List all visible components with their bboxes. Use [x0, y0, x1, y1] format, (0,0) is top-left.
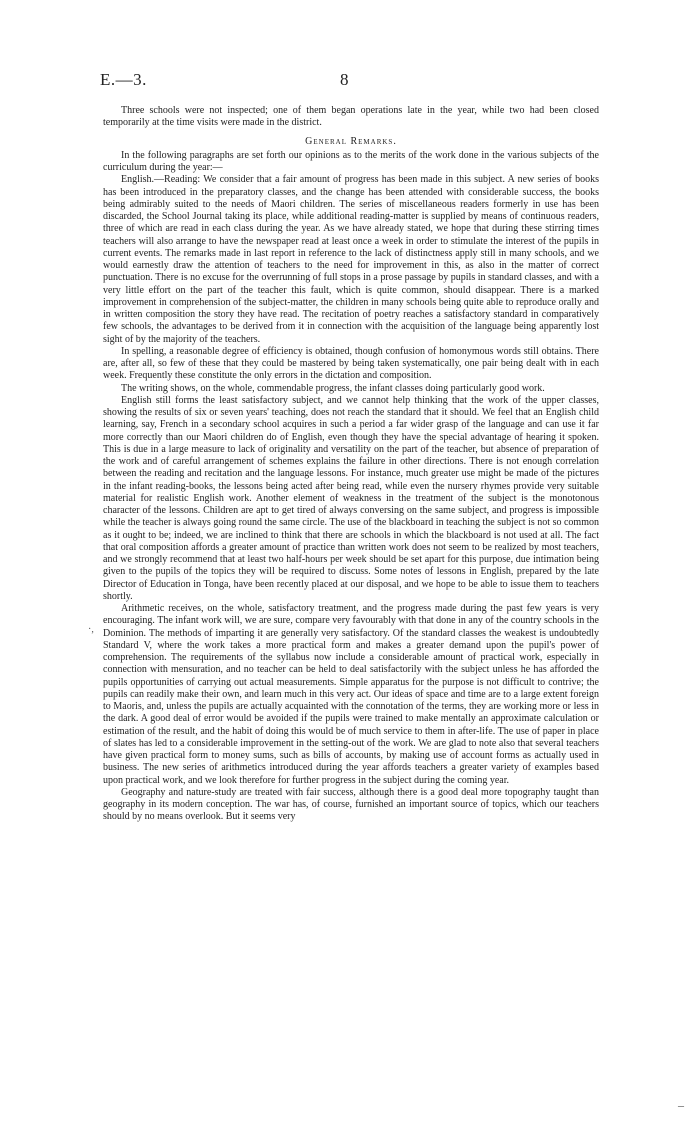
page-number: 8 [340, 70, 349, 89]
section-heading: General Remarks. [305, 135, 397, 147]
paragraph-english-general: English still forms the least satisfactory subject, and we cannot help thinking that the work of the upper classes, showing the results of six or seven years' teaching, does not reach the standard that it should. We feel that an English child learning, say, French in a secondary school acquires in such a period a far wider grasp of the language and can use it far more correctly than our Maori children do of English, even though they have the special advantage of hearing it spoken. This is due in a large measure to lack of originality and versatility on the part of the teacher, but absence of preparation of the work and of careful arrangement of schemes explains the failure in other directions. There is not enough correlation between the reading and recitation and the language lessons. For instance, much greater use might be made of the pictures in the infant reading-books, the lessons being acted after being read, while even the nursery rhymes provide very suitable material for realistic English work. Another element of weakness in the treatment of the subject is the monotonous character of the lessons. Children are apt to get tired of always conversing on the same subject, and progress is impossible while the teacher is always going round the same circle. The use of the blackboard in teaching the subject is not so common as it ought to be; indeed, we are inclined to think that there are schools in which the blackboard is not used at all. The fact that oral composition affords a greater amount of practice than written work does not seem to be realized by most teachers, and we strongly recommend that at least two half-hours per week should be set apart for this purpose, due intimation being given to the pupils of the topics they will be required to discuss. Some notes of lessons in English, prepared by the late Director of Education in Tonga, have been recently placed at our disposal, and we hope to be able to issue them to teachers shortly. [103, 394, 599, 602]
paragraph-opening: In the following paragraphs are set forth our opinions as to the merits of the work done in the various subjects of the curriculum during the year:— [103, 149, 599, 173]
paragraph-arithmetic: Arithmetic receives, on the whole, satisfactory treatment, and the progress made during the past few years is very encouraging. The infant work will, we are sure, compare very favourably with that done in any of the country schools in the Dominion. The methods of imparting it are generally very satisfactory. Of the standard classes the weakest is undoubtedly Standard V, where the work takes a more practical form and makes a greater demand upon the pupil's power of comprehension. The requirements of the syllabus now include a considerable amount of practical work, especially in connection with mensuration, and no teacher can be held to deal satisfactorily with the subject unless he has afforded the pupils opportunities of carrying out actual measurements. Simple apparatus for the purpose is not difficult to contrive; the pupils can readily make their own, and learn much in this very act. Our ideas of space and time are to a large extent foreign to Maoris, and, unless the pupils are actually acquainted with the connotation of the terms, they are working more or less in the dark. A good deal of error would be avoided if the pupils were trained to make mentally an approximate calculation or estimation of the result, and the habit of doing this would be of much service to them in after-life. The use of paper in place of slates has led to a considerable improvement in the setting-out of the work. We are glad to note also that several teachers have given practical form to money sums, such as bills of accounts, by making use of account forms as actually used in business. The new series of arithmetics introduced during the year affords teachers a greater variety of examples based upon practical work, and we look therefore for further progress in the subject during the coming year. [103, 603, 599, 786]
page-header [100, 70, 600, 90]
body-text [103, 105, 599, 824]
paragraph-writing: The writing shows, on the whole, commendable progress, the infant classes doing particularly good work. [121, 382, 545, 394]
margin-mark: ·, [88, 624, 94, 635]
paragraph-english-reading: English.—Reading: We consider that a fair amount of progress has been made in this subject. A new series of books has been introduced in the preparatory classes, and the change has been attended with considerable success, the books being admirably suited to the needs of Maori children. The series of miscellaneous readers formerly in use has been discarded, the School Journal taking its place, while additional reading-matter is supplied by means of continuous readers, three of which are read in each class during the year. As we have already stated, we hope that during these stirring times teachers will also arrange to have the newspaper read at least once a week in order to stimulate the interest of the pupils in current events. The remarks made in last report in reference to the lack of distinctness apply still in many schools, and we would earnestly draw the attention of teachers to the need for improvement in this, as also in the matter of correct punctuation. There is no excuse for the overrunning of full stops in a prose passage by pupils in standard classes, and with a very little effort on the part of the teacher this fault, which is quite common, should disappear. There is a marked improvement in comprehension of the subject-matter, the children in many schools being quite able to reproduce orally and in written composition the story they have read. The recitation of poetry reaches a satisfactory standard in comparatively few schools, the advantages to be derived from it in connection with the acquisition of the language being apparently lost sight of by the majority of the teachers. [103, 174, 599, 345]
paragraph-geography: Geography and nature-study are treated with fair success, although there is a good deal more topography taught than geography in its modern conception. The war has, of course, furnished an important source of topics, which our teachers should by no means overlook. But it seems very [103, 786, 599, 823]
margin-dash: – [678, 1098, 684, 1112]
document-reference: E.—3. [100, 70, 147, 89]
paragraph-spelling: In spelling, a reasonable degree of efficiency is obtained, though confusion of homonymous words still obtains. There are, after all, so few of these that they could be mastered by being taken systematically, one pair being dealt with in each week. Frequently these constitute the only errors in the dictation and composition. [103, 345, 599, 382]
intro-paragraph: Three schools were not inspected; one of them began operations late in the year, while two had been closed temporarily at the time visits were made in the district. [103, 105, 599, 129]
